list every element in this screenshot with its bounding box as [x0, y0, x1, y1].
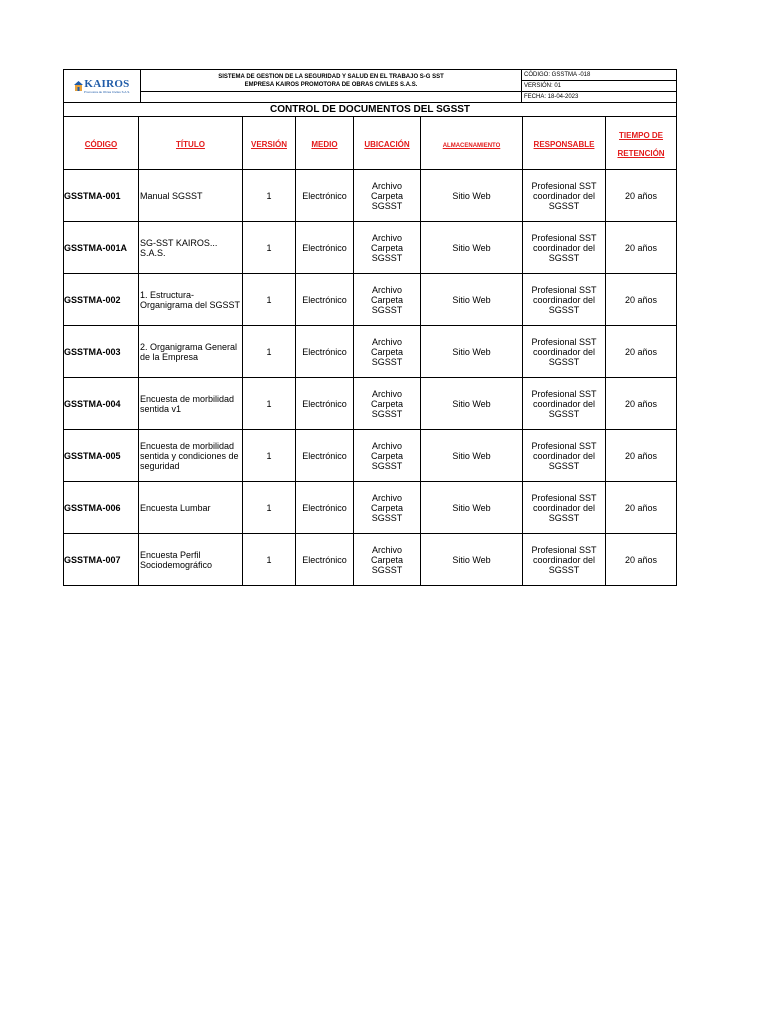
cell-ubicacion: Archivo Carpeta SGSST	[354, 430, 421, 482]
cell-codigo: GSSTMA-001	[64, 170, 139, 222]
cell-ubicacion: Archivo Carpeta SGSST	[354, 170, 421, 222]
cell-titulo: 2. Organigrama General de la Empresa	[139, 326, 243, 378]
cell-version: 1	[243, 326, 296, 378]
cell-almacenamiento: Sitio Web	[421, 170, 523, 222]
cell-titulo: 1. Estructura- Organigrama del SGSST	[139, 274, 243, 326]
table-body	[64, 170, 677, 586]
table-row	[64, 170, 677, 222]
cell-codigo: GSSTMA-003	[64, 326, 139, 378]
header-medio: MEDIO	[311, 140, 338, 149]
cell-ubicacion: Archivo Carpeta SGSST	[354, 534, 421, 586]
cell-almacenamiento: Sitio Web	[421, 326, 523, 378]
cell-version: 1	[243, 482, 296, 534]
cell-ubicacion: Archivo Carpeta SGSST	[354, 378, 421, 430]
cell-almacenamiento: Sitio Web	[421, 274, 523, 326]
document-title: CONTROL DE DOCUMENTOS DEL SGSST	[64, 103, 677, 117]
document-sheet	[63, 69, 676, 586]
table-row	[64, 430, 677, 482]
cell-responsable: Profesional SST coordinador del SGSST	[523, 326, 606, 378]
cell-ubicacion: Archivo Carpeta SGSST	[354, 482, 421, 534]
cell-medio: Electrónico	[296, 534, 354, 586]
cell-version: 1	[243, 430, 296, 482]
cell-codigo: GSSTMA-004	[64, 378, 139, 430]
cell-almacenamiento: Sitio Web	[421, 534, 523, 586]
header-blank-cell	[141, 92, 522, 103]
cell-retencion: 20 años	[606, 534, 677, 586]
cell-medio: Electrónico	[296, 430, 354, 482]
header-almacenamiento: ALMACENAMIENTO	[442, 143, 501, 149]
cell-version: 1	[243, 378, 296, 430]
table-row	[64, 482, 677, 534]
logo-tagline: Promotora de Obras Civiles S.A.S.	[83, 90, 131, 94]
cell-medio: Electrónico	[296, 274, 354, 326]
header-ubicacion: UBICACIÓN	[364, 140, 410, 149]
system-title-line2: EMPRESA KAIROS PROMOTORA DE OBRAS CIVILES S.A.S.	[244, 81, 418, 88]
cell-retencion: 20 años	[606, 482, 677, 534]
header-responsable: RESPONSABLE	[533, 140, 595, 149]
cell-version: 1	[243, 222, 296, 274]
cell-medio: Electrónico	[296, 378, 354, 430]
cell-responsable: Profesional SST coordinador del SGSST	[523, 482, 606, 534]
cell-medio: Electrónico	[296, 222, 354, 274]
doc-version: VERSIÓN: 01	[522, 81, 677, 92]
table-row	[64, 378, 677, 430]
system-title	[141, 70, 522, 92]
header-version: VERSIÓN	[250, 140, 287, 149]
cell-responsable: Profesional SST coordinador del SGSST	[523, 274, 606, 326]
cell-retencion: 20 años	[606, 222, 677, 274]
cell-codigo: GSSTMA-005	[64, 430, 139, 482]
cell-titulo: Manual SGSST	[139, 170, 243, 222]
header-codigo: CÓDIGO	[84, 140, 118, 149]
cell-titulo: Encuesta Lumbar	[139, 482, 243, 534]
cell-retencion: 20 años	[606, 326, 677, 378]
table-row	[64, 326, 677, 378]
doc-code: CÓDIGO: GSSTMA -018	[522, 70, 677, 81]
header-tiempo-retencion: TIEMPO DE RETENCIÓN	[617, 131, 665, 158]
logo-text: KAIROS	[84, 78, 130, 90]
table-row	[64, 222, 677, 274]
cell-version: 1	[243, 170, 296, 222]
cell-codigo: GSSTMA-007	[64, 534, 139, 586]
header-titulo: TÍTULO	[176, 140, 205, 149]
cell-responsable: Profesional SST coordinador del SGSST	[523, 430, 606, 482]
company-logo	[64, 70, 141, 103]
cell-ubicacion: Archivo Carpeta SGSST	[354, 326, 421, 378]
cell-titulo: Encuesta Perfil Sociodemográfico	[139, 534, 243, 586]
cell-almacenamiento: Sitio Web	[421, 482, 523, 534]
cell-medio: Electrónico	[296, 326, 354, 378]
cell-version: 1	[243, 534, 296, 586]
cell-medio: Electrónico	[296, 482, 354, 534]
cell-almacenamiento: Sitio Web	[421, 222, 523, 274]
cell-codigo: GSSTMA-002	[64, 274, 139, 326]
cell-titulo: Encuesta de morbilidad sentida v1	[139, 378, 243, 430]
cell-retencion: 20 años	[606, 430, 677, 482]
table-row	[64, 534, 677, 586]
cell-medio: Electrónico	[296, 170, 354, 222]
cell-codigo: GSSTMA-006	[64, 482, 139, 534]
table-header-row	[64, 117, 677, 170]
cell-almacenamiento: Sitio Web	[421, 378, 523, 430]
cell-retencion: 20 años	[606, 378, 677, 430]
house-icon	[74, 81, 83, 92]
cell-responsable: Profesional SST coordinador del SGSST	[523, 534, 606, 586]
cell-titulo: Encuesta de morbilidad sentida y condiciones de seguridad	[139, 430, 243, 482]
table-row	[64, 274, 677, 326]
cell-ubicacion: Archivo Carpeta SGSST	[354, 222, 421, 274]
documents-table	[63, 103, 677, 586]
doc-date: FECHA: 18-04-2023	[522, 92, 677, 103]
cell-codigo: GSSTMA-001A	[64, 222, 139, 274]
cell-responsable: Profesional SST coordinador del SGSST	[523, 222, 606, 274]
cell-ubicacion: Archivo Carpeta SGSST	[354, 274, 421, 326]
cell-responsable: Profesional SST coordinador del SGSST	[523, 378, 606, 430]
cell-version: 1	[243, 274, 296, 326]
cell-retencion: 20 años	[606, 170, 677, 222]
cell-responsable: Profesional SST coordinador del SGSST	[523, 170, 606, 222]
system-title-line1: SISTEMA DE GESTION DE LA SEGURIDAD Y SALUD EN EL TRABAJO S-G SST	[218, 73, 444, 80]
cell-retencion: 20 años	[606, 274, 677, 326]
cell-almacenamiento: Sitio Web	[421, 430, 523, 482]
cell-titulo: SG-SST KAIROS... S.A.S.	[139, 222, 243, 274]
header-table	[63, 69, 677, 103]
